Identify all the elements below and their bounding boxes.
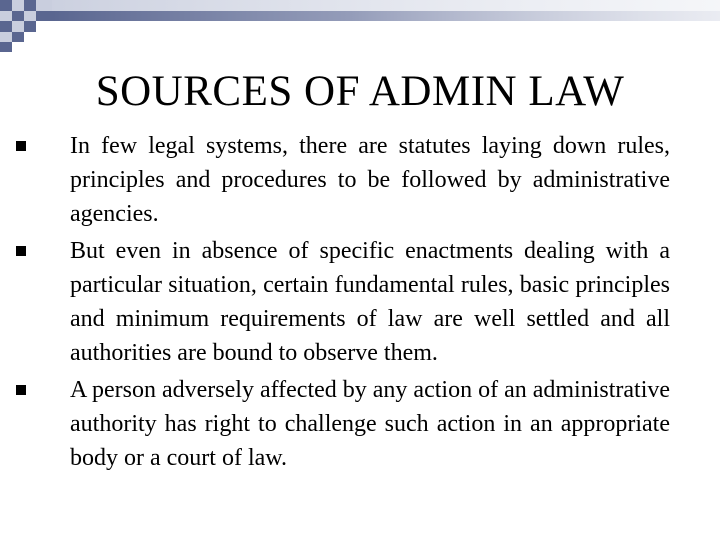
bullet-item — [70, 373, 670, 475]
checkered-header-decoration — [0, 0, 720, 52]
bullet-item — [70, 234, 670, 370]
bullet-text: A person adversely affected by any action of an administrative authority has right to challenge such action in an appropriate body or a court of law. — [70, 377, 671, 471]
square-bullet-icon — [16, 246, 26, 256]
bullet-list — [70, 129, 670, 478]
slide-title: SOURCES OF ADMIN LAW — [95, 68, 625, 115]
bullet-text: But even in absence of specific enactments dealing with a particular situation, certain fundamental rules, basic principles and minimum requirements of law are well settled and all authorities are bound to observe them. — [70, 238, 670, 366]
square-bullet-icon — [16, 141, 26, 151]
square-bullet-icon — [16, 385, 26, 395]
bullet-item — [70, 129, 670, 231]
bullet-text: In few legal systems, there are statutes laying down rules, principles and procedures to be followed by administrative agencies. — [70, 133, 670, 227]
